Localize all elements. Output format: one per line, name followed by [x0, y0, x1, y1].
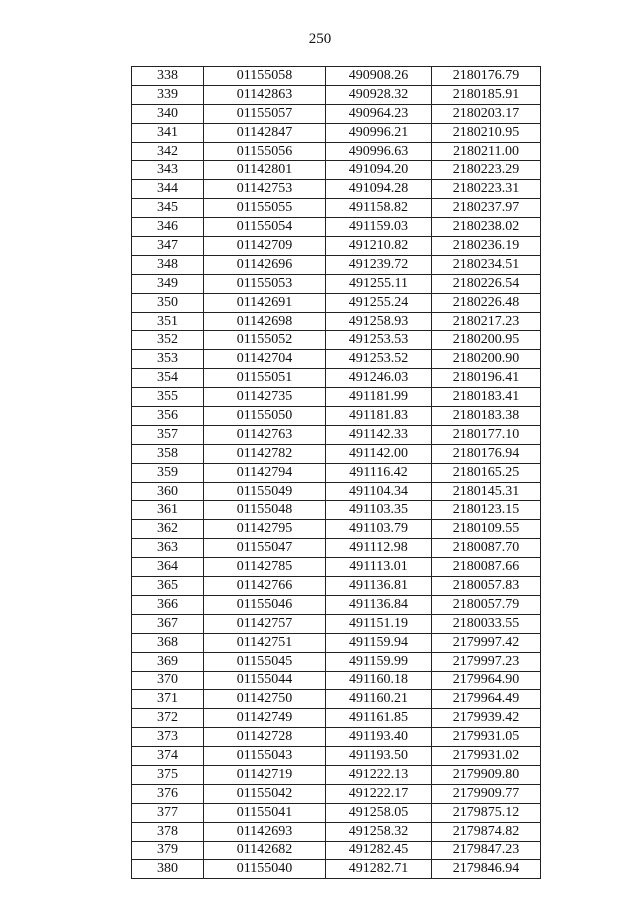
y-coordinate-cell: 2180185.91	[432, 85, 541, 104]
table-body	[132, 67, 541, 879]
x-coordinate-cell: 491253.52	[326, 350, 432, 369]
point-id-cell: 01155052	[204, 331, 326, 350]
point-id-cell: 01142698	[204, 312, 326, 331]
point-id-cell: 01142704	[204, 350, 326, 369]
point-number-cell: 371	[132, 690, 204, 709]
x-coordinate-cell: 491159.03	[326, 218, 432, 237]
point-number-cell: 348	[132, 255, 204, 274]
x-coordinate-cell: 491094.28	[326, 180, 432, 199]
y-coordinate-cell: 2180176.94	[432, 444, 541, 463]
table-row	[132, 671, 541, 690]
point-number-cell: 363	[132, 539, 204, 558]
point-number-cell: 361	[132, 501, 204, 520]
x-coordinate-cell: 491282.45	[326, 841, 432, 860]
point-number-cell: 360	[132, 482, 204, 501]
x-coordinate-cell: 491151.19	[326, 614, 432, 633]
point-id-cell: 01142795	[204, 520, 326, 539]
point-number-cell: 364	[132, 558, 204, 577]
point-number-cell: 344	[132, 180, 204, 199]
table-row	[132, 539, 541, 558]
point-number-cell: 355	[132, 388, 204, 407]
y-coordinate-cell: 2179909.80	[432, 765, 541, 784]
table-row	[132, 274, 541, 293]
y-coordinate-cell: 2180196.41	[432, 369, 541, 388]
point-id-cell: 01142728	[204, 728, 326, 747]
y-coordinate-cell: 2180226.48	[432, 293, 541, 312]
point-number-cell: 340	[132, 104, 204, 123]
table-row	[132, 747, 541, 766]
point-id-cell: 01155056	[204, 142, 326, 161]
table-row	[132, 237, 541, 256]
point-number-cell: 338	[132, 67, 204, 86]
y-coordinate-cell: 2180087.66	[432, 558, 541, 577]
x-coordinate-cell: 491103.35	[326, 501, 432, 520]
point-number-cell: 374	[132, 747, 204, 766]
point-id-cell: 01142757	[204, 614, 326, 633]
point-number-cell: 339	[132, 85, 204, 104]
y-coordinate-cell: 2179846.94	[432, 860, 541, 879]
table-row	[132, 312, 541, 331]
y-coordinate-cell: 2179875.12	[432, 803, 541, 822]
x-coordinate-cell: 491136.84	[326, 595, 432, 614]
y-coordinate-cell: 2180057.79	[432, 595, 541, 614]
y-coordinate-cell: 2180236.19	[432, 237, 541, 256]
x-coordinate-cell: 491142.00	[326, 444, 432, 463]
table-row	[132, 104, 541, 123]
table-row	[132, 577, 541, 596]
table-row	[132, 67, 541, 86]
x-coordinate-cell: 490996.21	[326, 123, 432, 142]
table-row	[132, 595, 541, 614]
y-coordinate-cell: 2180203.17	[432, 104, 541, 123]
point-number-cell: 341	[132, 123, 204, 142]
x-coordinate-cell: 491258.93	[326, 312, 432, 331]
y-coordinate-cell: 2179931.05	[432, 728, 541, 747]
point-id-cell: 01155053	[204, 274, 326, 293]
x-coordinate-cell: 491193.40	[326, 728, 432, 747]
table-row	[132, 369, 541, 388]
x-coordinate-cell: 491142.33	[326, 425, 432, 444]
table-row	[132, 803, 541, 822]
point-number-cell: 343	[132, 161, 204, 180]
y-coordinate-cell: 2179874.82	[432, 822, 541, 841]
point-number-cell: 350	[132, 293, 204, 312]
point-number-cell: 376	[132, 784, 204, 803]
point-number-cell: 345	[132, 199, 204, 218]
x-coordinate-cell: 491246.03	[326, 369, 432, 388]
point-number-cell: 353	[132, 350, 204, 369]
x-coordinate-cell: 490964.23	[326, 104, 432, 123]
y-coordinate-cell: 2180223.31	[432, 180, 541, 199]
point-id-cell: 01155046	[204, 595, 326, 614]
y-coordinate-cell: 2179997.42	[432, 633, 541, 652]
point-id-cell: 01155055	[204, 199, 326, 218]
y-coordinate-cell: 2180183.38	[432, 407, 541, 426]
x-coordinate-cell: 491222.17	[326, 784, 432, 803]
point-id-cell: 01142735	[204, 388, 326, 407]
x-coordinate-cell: 491210.82	[326, 237, 432, 256]
point-number-cell: 380	[132, 860, 204, 879]
y-coordinate-cell: 2179847.23	[432, 841, 541, 860]
x-coordinate-cell: 491159.94	[326, 633, 432, 652]
point-number-cell: 354	[132, 369, 204, 388]
table-row	[132, 123, 541, 142]
y-coordinate-cell: 2180145.31	[432, 482, 541, 501]
y-coordinate-cell: 2180109.55	[432, 520, 541, 539]
table-row	[132, 822, 541, 841]
y-coordinate-cell: 2180223.29	[432, 161, 541, 180]
point-id-cell: 01142753	[204, 180, 326, 199]
point-number-cell: 358	[132, 444, 204, 463]
y-coordinate-cell: 2180033.55	[432, 614, 541, 633]
point-number-cell: 369	[132, 652, 204, 671]
x-coordinate-cell: 491193.50	[326, 747, 432, 766]
point-number-cell: 373	[132, 728, 204, 747]
point-number-cell: 370	[132, 671, 204, 690]
x-coordinate-cell: 491258.05	[326, 803, 432, 822]
table-row	[132, 482, 541, 501]
y-coordinate-cell: 2180217.23	[432, 312, 541, 331]
point-number-cell: 342	[132, 142, 204, 161]
x-coordinate-cell: 491181.99	[326, 388, 432, 407]
point-id-cell: 01155045	[204, 652, 326, 671]
point-id-cell: 01155058	[204, 67, 326, 86]
y-coordinate-cell: 2179931.02	[432, 747, 541, 766]
table-row	[132, 425, 541, 444]
table-row	[132, 860, 541, 879]
point-number-cell: 375	[132, 765, 204, 784]
x-coordinate-cell: 491161.85	[326, 709, 432, 728]
x-coordinate-cell: 491160.21	[326, 690, 432, 709]
page-number: 250	[308, 31, 332, 47]
table-row	[132, 690, 541, 709]
point-id-cell: 01155054	[204, 218, 326, 237]
x-coordinate-cell: 491239.72	[326, 255, 432, 274]
x-coordinate-cell: 491258.32	[326, 822, 432, 841]
point-id-cell: 01142749	[204, 709, 326, 728]
y-coordinate-cell: 2179964.90	[432, 671, 541, 690]
x-coordinate-cell: 490928.32	[326, 85, 432, 104]
x-coordinate-cell: 490996.63	[326, 142, 432, 161]
point-id-cell: 01142863	[204, 85, 326, 104]
point-number-cell: 378	[132, 822, 204, 841]
point-number-cell: 379	[132, 841, 204, 860]
table-row	[132, 444, 541, 463]
point-id-cell: 01142696	[204, 255, 326, 274]
point-id-cell: 01155040	[204, 860, 326, 879]
x-coordinate-cell: 491094.20	[326, 161, 432, 180]
point-id-cell: 01142794	[204, 463, 326, 482]
point-number-cell: 356	[132, 407, 204, 426]
point-id-cell: 01142709	[204, 237, 326, 256]
point-number-cell: 365	[132, 577, 204, 596]
point-number-cell: 352	[132, 331, 204, 350]
table-row	[132, 841, 541, 860]
table-row	[132, 218, 541, 237]
point-number-cell: 372	[132, 709, 204, 728]
y-coordinate-cell: 2180123.15	[432, 501, 541, 520]
point-number-cell: 367	[132, 614, 204, 633]
point-number-cell: 377	[132, 803, 204, 822]
y-coordinate-cell: 2180165.25	[432, 463, 541, 482]
table-row	[132, 293, 541, 312]
table-row	[132, 652, 541, 671]
point-id-cell: 01155043	[204, 747, 326, 766]
point-id-cell: 01142801	[204, 161, 326, 180]
x-coordinate-cell: 491255.24	[326, 293, 432, 312]
x-coordinate-cell: 491282.71	[326, 860, 432, 879]
point-id-cell: 01142691	[204, 293, 326, 312]
point-id-cell: 01155051	[204, 369, 326, 388]
table-row	[132, 407, 541, 426]
y-coordinate-cell: 2180183.41	[432, 388, 541, 407]
y-coordinate-cell: 2180237.97	[432, 199, 541, 218]
y-coordinate-cell: 2179964.49	[432, 690, 541, 709]
table-row	[132, 765, 541, 784]
point-id-cell: 01142785	[204, 558, 326, 577]
y-coordinate-cell: 2180238.02	[432, 218, 541, 237]
point-number-cell: 362	[132, 520, 204, 539]
y-coordinate-cell: 2180057.83	[432, 577, 541, 596]
y-coordinate-cell: 2179909.77	[432, 784, 541, 803]
y-coordinate-cell: 2180200.95	[432, 331, 541, 350]
table-row	[132, 350, 541, 369]
coordinates-table	[131, 66, 541, 879]
y-coordinate-cell: 2179997.23	[432, 652, 541, 671]
point-id-cell: 01155044	[204, 671, 326, 690]
x-coordinate-cell: 491104.34	[326, 482, 432, 501]
y-coordinate-cell: 2180176.79	[432, 67, 541, 86]
point-id-cell: 01155049	[204, 482, 326, 501]
x-coordinate-cell: 491159.99	[326, 652, 432, 671]
table-row	[132, 501, 541, 520]
table-row	[132, 709, 541, 728]
point-id-cell: 01142766	[204, 577, 326, 596]
point-id-cell: 01142693	[204, 822, 326, 841]
table-row	[132, 784, 541, 803]
y-coordinate-cell: 2180226.54	[432, 274, 541, 293]
point-id-cell: 01155048	[204, 501, 326, 520]
point-number-cell: 357	[132, 425, 204, 444]
point-id-cell: 01155050	[204, 407, 326, 426]
table-row	[132, 520, 541, 539]
point-id-cell: 01155041	[204, 803, 326, 822]
table-row	[132, 161, 541, 180]
table-row	[132, 142, 541, 161]
y-coordinate-cell: 2180234.51	[432, 255, 541, 274]
x-coordinate-cell: 491112.98	[326, 539, 432, 558]
x-coordinate-cell: 491103.79	[326, 520, 432, 539]
point-id-cell: 01142847	[204, 123, 326, 142]
y-coordinate-cell: 2180210.95	[432, 123, 541, 142]
table-row	[132, 558, 541, 577]
point-id-cell: 01142751	[204, 633, 326, 652]
point-id-cell: 01142750	[204, 690, 326, 709]
point-number-cell: 351	[132, 312, 204, 331]
point-number-cell: 359	[132, 463, 204, 482]
y-coordinate-cell: 2180200.90	[432, 350, 541, 369]
table-row	[132, 255, 541, 274]
point-id-cell: 01142719	[204, 765, 326, 784]
table-row	[132, 85, 541, 104]
point-id-cell: 01155042	[204, 784, 326, 803]
point-number-cell: 366	[132, 595, 204, 614]
point-number-cell: 346	[132, 218, 204, 237]
x-coordinate-cell: 491113.01	[326, 558, 432, 577]
x-coordinate-cell: 491136.81	[326, 577, 432, 596]
table-row	[132, 388, 541, 407]
x-coordinate-cell: 490908.26	[326, 67, 432, 86]
table-row	[132, 199, 541, 218]
point-id-cell: 01142682	[204, 841, 326, 860]
x-coordinate-cell: 491116.42	[326, 463, 432, 482]
table-row	[132, 728, 541, 747]
y-coordinate-cell: 2179939.42	[432, 709, 541, 728]
x-coordinate-cell: 491181.83	[326, 407, 432, 426]
point-number-cell: 349	[132, 274, 204, 293]
y-coordinate-cell: 2180211.00	[432, 142, 541, 161]
table-row	[132, 463, 541, 482]
table-row	[132, 633, 541, 652]
y-coordinate-cell: 2180087.70	[432, 539, 541, 558]
table-row	[132, 180, 541, 199]
point-id-cell: 01155057	[204, 104, 326, 123]
x-coordinate-cell: 491255.11	[326, 274, 432, 293]
x-coordinate-cell: 491160.18	[326, 671, 432, 690]
point-id-cell: 01142782	[204, 444, 326, 463]
point-number-cell: 347	[132, 237, 204, 256]
x-coordinate-cell: 491222.13	[326, 765, 432, 784]
point-id-cell: 01155047	[204, 539, 326, 558]
point-id-cell: 01142763	[204, 425, 326, 444]
x-coordinate-cell: 491253.53	[326, 331, 432, 350]
table-row	[132, 614, 541, 633]
point-number-cell: 368	[132, 633, 204, 652]
y-coordinate-cell: 2180177.10	[432, 425, 541, 444]
x-coordinate-cell: 491158.82	[326, 199, 432, 218]
table-row	[132, 331, 541, 350]
